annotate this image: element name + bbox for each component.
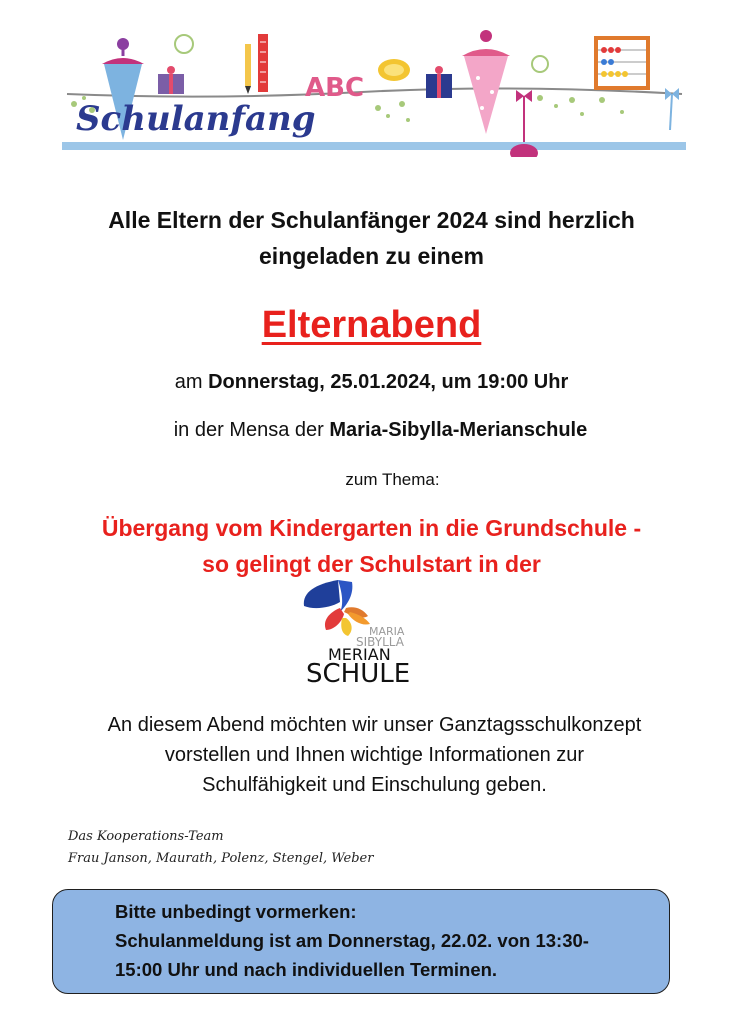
ruler-icon <box>258 34 268 92</box>
description-line-3: Schulfähigkeit und Einschulung geben. <box>202 774 547 796</box>
gift-icon <box>426 66 452 98</box>
topic-line-2: so gelingt der Schulstart in der <box>202 551 541 577</box>
date-value: Donnerstag, 25.01.2024, um 19:00 Uhr <box>208 371 569 393</box>
logo-merian: MERIAN <box>328 645 391 664</box>
intro-line-2: eingeladen zu einem <box>259 243 484 269</box>
school-logo <box>296 578 436 686</box>
notice-line-2: Schulanmeldung ist am Donnerstag, 22.02. von 13:30- <box>115 930 589 951</box>
flower-icon <box>175 35 193 53</box>
registration-notice-box <box>52 889 670 994</box>
lunchbox-icon <box>510 96 538 157</box>
description-line-2: vorstellen und Ihnen wichtige Informationen zur <box>164 744 585 766</box>
event-date <box>0 371 743 394</box>
event-topic <box>0 510 743 582</box>
lemon-icon <box>378 59 410 81</box>
team-signature <box>68 826 373 870</box>
notice-line-3: 15:00 Uhr und nach individuellen Terminen. <box>115 959 498 980</box>
pencil-icon <box>245 44 251 94</box>
intro-line-1: Alle Eltern der Schulanfänger 2024 sind herzlich <box>108 207 635 233</box>
notice-line-1: Bitte unbedingt vormerken: <box>115 901 357 922</box>
date-prefix: am <box>174 371 209 393</box>
event-description <box>0 710 743 800</box>
gift-icon <box>158 66 184 94</box>
event-title: Elternabend <box>261 304 482 346</box>
place-value: Maria-Sibylla-Merianschule <box>329 419 588 441</box>
schulanfang-banner <box>62 22 686 157</box>
school-cone-icon <box>462 30 510 134</box>
butterfly-icon <box>304 580 370 636</box>
topic-intro: zum Thema: <box>345 470 440 489</box>
banner-stripe <box>62 142 686 150</box>
abc-letters: ABC <box>305 73 365 103</box>
logo-maria: MARIA <box>369 625 405 638</box>
invitation-intro <box>0 202 743 274</box>
description-line-1: An diesem Abend möchten wir unser Ganztagsschulkonzept <box>107 714 642 736</box>
topic-line-1: Übergang vom Kindergarten in die Grundschule - <box>101 515 642 541</box>
team-line-2: Frau Janson, Maurath, Polenz, Stengel, Weber <box>68 851 374 866</box>
logo-sibylla: SIBYLLA <box>356 635 404 649</box>
team-line-1: Das Kooperations-Team <box>68 829 224 844</box>
abacus-icon <box>596 38 648 88</box>
logo-schule: SCHULE <box>306 659 411 686</box>
place-prefix: in der Mensa der <box>173 419 330 441</box>
event-location <box>0 419 743 442</box>
schulanfang-wordmark: Schulanfang <box>76 99 316 139</box>
